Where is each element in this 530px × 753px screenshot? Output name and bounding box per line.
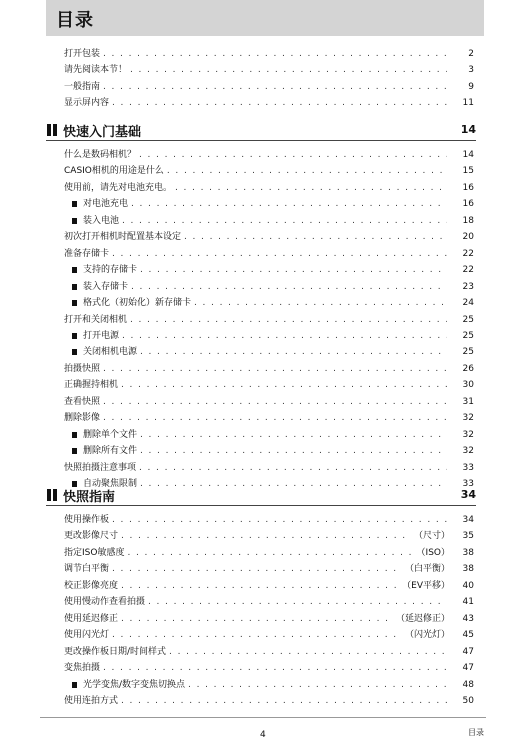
toc-entry-label: 使用连拍方式 bbox=[64, 695, 119, 706]
dot-leader bbox=[103, 410, 447, 426]
toc-entry-label: 准备存储卡 bbox=[64, 248, 110, 259]
toc-subentry[interactable] bbox=[70, 213, 474, 229]
toc-entry-label: 删除影像 bbox=[64, 413, 101, 424]
toc-entry[interactable] bbox=[64, 312, 474, 328]
toc-page-number: 45 bbox=[462, 630, 474, 641]
bullet-icon bbox=[72, 349, 77, 355]
toc-page-number: 25 bbox=[462, 314, 474, 325]
toc-subentry[interactable] bbox=[70, 196, 474, 212]
bullet-icon bbox=[72, 218, 77, 224]
toc-entry-label: 初次打开相机时配置基本设定 bbox=[64, 232, 182, 243]
toc-entry-label: 格式化（初始化）新存储卡 bbox=[83, 298, 192, 309]
toc-subentry[interactable] bbox=[70, 443, 474, 459]
toc-subentry[interactable] bbox=[70, 262, 474, 278]
toc-page-number: 33 bbox=[462, 479, 474, 489]
toc-entry[interactable] bbox=[64, 578, 474, 594]
dot-leader bbox=[131, 279, 447, 295]
bullet-icon bbox=[72, 300, 77, 306]
toc-entry-label: 使用操作板 bbox=[64, 515, 110, 525]
toc-page-number: 20 bbox=[462, 232, 474, 243]
toc-subentry[interactable] bbox=[70, 344, 474, 360]
toc-entry-label: 删除所有文件 bbox=[83, 446, 138, 457]
toc-page-number: 43 bbox=[462, 613, 474, 624]
toc-page-number: 34 bbox=[462, 515, 474, 525]
toc-page-number: 48 bbox=[462, 679, 474, 690]
toc-page-number: 16 bbox=[462, 199, 474, 210]
toc-page-number: 40 bbox=[462, 580, 474, 591]
dot-leader bbox=[103, 79, 447, 95]
bullet-icon bbox=[72, 448, 77, 454]
dot-leader bbox=[121, 611, 393, 627]
toc-entry[interactable] bbox=[64, 627, 474, 643]
bullet-icon bbox=[72, 682, 77, 688]
toc-page-number: 30 bbox=[462, 380, 474, 391]
toc-entry[interactable] bbox=[64, 79, 474, 95]
bullet-icon bbox=[72, 201, 77, 207]
toc-page-number: 18 bbox=[462, 215, 474, 226]
dot-leader bbox=[127, 545, 413, 561]
dot-leader bbox=[130, 312, 447, 328]
dot-leader bbox=[112, 627, 402, 643]
toc-page-number: 50 bbox=[462, 695, 474, 706]
dot-leader bbox=[131, 196, 447, 212]
dot-leader bbox=[103, 46, 447, 62]
footer-label: 目录 bbox=[468, 728, 484, 737]
toc-entry-label: 正确握持相机 bbox=[64, 380, 119, 391]
toc-entry[interactable] bbox=[64, 512, 474, 528]
toc-entry-label: 打开电源 bbox=[83, 330, 120, 341]
toc-subentry[interactable] bbox=[70, 328, 474, 344]
toc-entry[interactable] bbox=[64, 561, 474, 577]
toc-entry[interactable] bbox=[64, 180, 474, 196]
toc-entry[interactable] bbox=[64, 545, 474, 561]
toc-entry[interactable] bbox=[64, 246, 474, 262]
bullet-icon bbox=[72, 284, 77, 290]
dot-leader bbox=[121, 377, 447, 393]
section-page-number: 14 bbox=[460, 123, 476, 136]
section-heading bbox=[46, 485, 476, 506]
toc-page-number: 3 bbox=[468, 65, 474, 76]
toc-entry-note: （延迟修正） bbox=[395, 613, 450, 624]
section-marker-icon bbox=[47, 489, 57, 501]
toc-entry-label: 拍摄快照 bbox=[64, 363, 101, 374]
toc-page-number: 9 bbox=[468, 81, 474, 92]
toc-entry-label: 使用前，请先对电池充电。 bbox=[64, 182, 173, 193]
toc-entry-label: 查看快照 bbox=[64, 396, 101, 407]
toc-entry[interactable] bbox=[64, 660, 474, 676]
toc-entry[interactable] bbox=[64, 46, 474, 62]
footer-divider bbox=[40, 717, 486, 718]
dot-leader bbox=[121, 528, 411, 544]
dot-leader bbox=[130, 62, 447, 78]
toc-page-number: 25 bbox=[462, 330, 474, 341]
dot-leader bbox=[122, 328, 447, 344]
toc-subentry[interactable] bbox=[70, 427, 474, 443]
toc-entry[interactable] bbox=[64, 410, 474, 426]
section-title: 快速入门基础 bbox=[63, 125, 142, 140]
dot-leader bbox=[112, 95, 447, 111]
dot-leader bbox=[139, 147, 447, 163]
bullet-icon bbox=[72, 432, 77, 438]
toc-entry-label: 调节白平衡 bbox=[64, 564, 110, 575]
toc-page-number: 25 bbox=[462, 347, 474, 358]
dot-leader bbox=[112, 561, 402, 577]
toc-entry[interactable] bbox=[64, 163, 474, 179]
toc-entry-note: （EV平移） bbox=[402, 580, 450, 591]
toc-page-number: 47 bbox=[462, 663, 474, 674]
header-bar bbox=[46, 0, 484, 36]
toc-entry[interactable] bbox=[64, 611, 474, 627]
toc-page-number: 22 bbox=[462, 265, 474, 276]
toc-entry-label: 更改影像尺寸 bbox=[64, 531, 119, 542]
toc-entry-note: （ISO） bbox=[416, 547, 450, 558]
toc-entry-label: 校正影像亮度 bbox=[64, 580, 119, 591]
toc-subentry[interactable] bbox=[70, 279, 474, 295]
toc-page-number: 41 bbox=[462, 597, 474, 608]
toc-entry[interactable] bbox=[64, 528, 474, 544]
toc-entry-note: （白平衡） bbox=[404, 564, 450, 575]
toc-page-number: 38 bbox=[462, 547, 474, 558]
toc-entry-label: 什么是数码相机？ bbox=[64, 150, 137, 160]
toc-page-number: 47 bbox=[462, 646, 474, 657]
dot-leader bbox=[121, 693, 447, 709]
toc-page-number: 11 bbox=[462, 98, 474, 109]
toc-entry-label: 自动聚焦限制 bbox=[83, 479, 138, 489]
toc-page-number: 15 bbox=[462, 166, 474, 177]
toc-entry[interactable] bbox=[64, 644, 474, 660]
toc-entry-label: 关闭相机电源 bbox=[83, 347, 138, 358]
page-title: 目录 bbox=[56, 10, 94, 31]
dot-leader bbox=[148, 594, 447, 610]
toc-entry-note: （尺寸） bbox=[413, 531, 450, 542]
dot-leader bbox=[103, 394, 447, 410]
toc-page-number: 31 bbox=[462, 396, 474, 407]
dot-leader bbox=[184, 229, 447, 245]
dot-leader bbox=[140, 344, 447, 360]
dot-leader bbox=[122, 213, 447, 229]
toc-entry[interactable] bbox=[64, 394, 474, 410]
toc-entry[interactable] bbox=[64, 95, 474, 111]
dot-leader bbox=[112, 246, 447, 262]
toc-page-number: 26 bbox=[462, 363, 474, 374]
toc-page-number: 35 bbox=[462, 531, 474, 542]
toc-page-number: 14 bbox=[462, 150, 474, 160]
toc-entry[interactable] bbox=[64, 377, 474, 393]
toc-page-number: 23 bbox=[462, 281, 474, 292]
toc-subentry[interactable] bbox=[70, 295, 474, 311]
toc-page-number: 33 bbox=[462, 462, 474, 473]
toc-page-number: 32 bbox=[462, 413, 474, 424]
toc-entry-label: 一般指南 bbox=[64, 81, 101, 92]
toc-entry[interactable] bbox=[64, 460, 474, 476]
toc-entry-label: 更改操作板日期/时间样式 bbox=[64, 646, 167, 657]
toc-page-number: 22 bbox=[462, 248, 474, 259]
section-marker-icon bbox=[47, 124, 57, 136]
toc-page-number: 32 bbox=[462, 446, 474, 457]
toc-entry-label: 指定ISO敏感度 bbox=[64, 547, 125, 558]
section-page-number: 34 bbox=[460, 488, 476, 501]
toc-entry-label: 打开和关闭相机 bbox=[64, 314, 128, 325]
toc-entry[interactable] bbox=[64, 62, 474, 78]
bullet-icon bbox=[72, 267, 77, 273]
toc-entry-label: 支持的存储卡 bbox=[83, 265, 138, 276]
dot-leader bbox=[194, 295, 447, 311]
dot-leader bbox=[175, 180, 447, 196]
toc-entry-label: 光学变焦/数字变焦切换点 bbox=[83, 679, 186, 690]
toc-entry-label: 使用慢动作查看拍摄 bbox=[64, 597, 146, 608]
dot-leader bbox=[103, 660, 447, 676]
dot-leader bbox=[139, 460, 447, 476]
toc-subentry[interactable] bbox=[70, 677, 474, 693]
toc-entry-label: 显示屏内容 bbox=[64, 98, 110, 109]
dot-leader bbox=[140, 443, 447, 459]
section-heading bbox=[46, 120, 476, 141]
toc-entry-label: 快照拍摄注意事项 bbox=[64, 462, 137, 473]
toc-entry-label: 变焦拍摄 bbox=[64, 663, 101, 674]
footer-page-number: 4 bbox=[260, 730, 266, 740]
dot-leader bbox=[167, 163, 447, 179]
toc-entry-label: 删除单个文件 bbox=[83, 429, 138, 440]
toc-entry[interactable] bbox=[64, 147, 474, 163]
toc-entry-label: 使用闪光灯 bbox=[64, 630, 110, 641]
toc-entry-label: 装入电池 bbox=[83, 215, 120, 226]
bullet-icon bbox=[72, 333, 77, 339]
dot-leader bbox=[121, 578, 399, 594]
dot-leader bbox=[140, 427, 447, 443]
toc-entry[interactable] bbox=[64, 594, 474, 610]
toc-page-number: 24 bbox=[462, 298, 474, 309]
dot-leader bbox=[140, 262, 447, 278]
toc-page-number: 16 bbox=[462, 182, 474, 193]
dot-leader bbox=[103, 361, 447, 377]
toc-page-number: 2 bbox=[468, 49, 474, 59]
toc-entry-label: 对电池充电 bbox=[83, 199, 129, 210]
dot-leader bbox=[169, 644, 447, 660]
toc-entry[interactable] bbox=[64, 229, 474, 245]
toc-entry-label: 使用延迟修正 bbox=[64, 613, 119, 624]
section-title: 快照指南 bbox=[63, 490, 116, 505]
toc-page-number: 32 bbox=[462, 429, 474, 440]
toc-page-number: 38 bbox=[462, 564, 474, 575]
toc-entry[interactable] bbox=[64, 693, 474, 709]
toc-entry-label: 请先阅读本节！ bbox=[64, 65, 128, 76]
dot-leader bbox=[112, 512, 447, 528]
toc-entry-label: 装入存储卡 bbox=[83, 281, 129, 292]
toc-entry[interactable] bbox=[64, 361, 474, 377]
dot-leader bbox=[188, 677, 447, 693]
toc-entry-label: CASIO相机的用途是什么 bbox=[64, 166, 164, 177]
toc-entry-note: （闪光灯） bbox=[404, 630, 450, 641]
toc-entry-label: 打开包装 bbox=[64, 49, 101, 59]
